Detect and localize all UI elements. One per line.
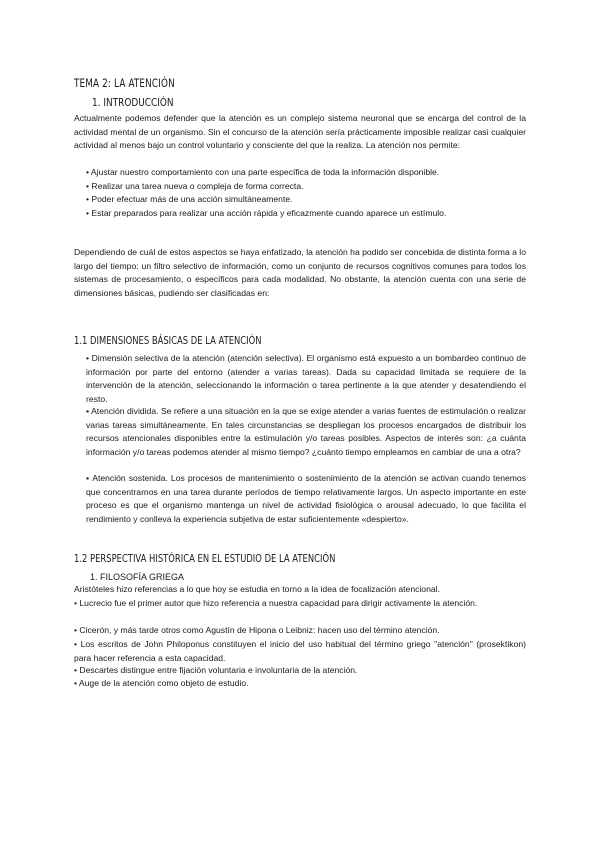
- intro-paragraph-2: Dependiendo de cuál de estos aspectos se haya enfatizado, la atención ha podido ser concebida de distinta forma a lo largo del tiempo: un filtro selectivo de información, como un conjunto de recursos cognitivos comunes para todos los sistemas de procesamiento, o específicos para cada modalidad. No obstante, la atención cuenta con una serie de dimensiones básicas, pudiendo ser clasificadas en:: [74, 247, 526, 298]
- intro-paragraph: Actualmente podemos defender que la atención es un complejo sistema neuronal que se encarga del control de la actividad mental de un organismo. Sin el concurso de la atención sería prácticamente imposible realizar casi cualquier actividad al menos bajo un control voluntario y consciente del que la realiza. La atención nos permite:: [74, 113, 526, 150]
- dimension-item: • Dimensión selectiva de la atención (atención selectiva). El organismo está expuesto a un bombardeo continuo de información por parte del entorno (atender a varias tareas). Dada su capacidad limitada se requiere de la intervención de la atención, seleccionando la información o tarea pertinente a la que atender y desatendiendo el resto.: [86, 353, 526, 404]
- history-line: • Auge de la atención como objeto de estudio.: [74, 678, 249, 688]
- history-line: • Los escritos de John Philoponus constituyen el inicio del uso habitual del término griego "atención" (prosektikon) para hacer referencia a esta capacidad.: [74, 639, 526, 663]
- document-title: TEMA 2: LA ATENCIÓN: [74, 76, 175, 90]
- dimension-item: ▪ Atención dividida. Se refiere a una situación en la que se exige atender a varias fuentes de estimulación o realizar varias tareas simultáneamente. En tales circunstancias se despliegan los procesos encargados de distribuir los recursos atencionales disponibles entre la estimulación y/o tareas posibles. Aspectos de interés son: ¿a cuánta información y/o tareas podemos atender al mismo tiempo? ¿cuánto tiempo empleamos en cambiar de una a otra?: [86, 406, 526, 457]
- intro-bullet: • Realizar una tarea nueva o compleja de forma correcta.: [86, 181, 304, 191]
- section-heading-1-2: 1.2 PERSPECTIVA HISTÓRICA EN EL ESTUDIO DE LA ATENCIÓN: [74, 553, 336, 565]
- history-line: • Cicerón, y más tarde otros como Agustín de Hipona o Leibniz: hacen uso del término atención.: [74, 625, 440, 635]
- subsection-heading: 1. FILOSOFÍA GRIEGA: [90, 572, 185, 582]
- history-line: Aristóteles hizo referencias a lo que hoy se estudia en torno a la idea de focalización atencional.: [74, 584, 440, 594]
- intro-bullet: • Poder efectuar más de una acción simultáneamente.: [86, 194, 293, 204]
- section-heading-1-1: 1.1 DIMENSIONES BÁSICAS DE LA ATENCIÓN: [74, 335, 262, 347]
- dimension-item: ▪ Atención sostenida. Los procesos de mantenimiento o sostenimiento de la atención se activan cuando tenemos que concentrarnos en una tarea durante períodos de tiempo relativamente largos. Un aspecto importante en este proceso es que el organismo mantenga un nivel de actividad fisiológica o arousal adecuado, lo que facilita el rendimiento y conlleva la experiencia subjetiva de estar suficientemente «despierto».: [86, 473, 526, 524]
- history-line: • Lucrecio fue el primer autor que hizo referencia a nuestra capacidad para dirigir activamente la atención.: [74, 598, 478, 608]
- intro-heading: 1. INTRODUCCIÓN: [92, 97, 174, 109]
- history-line: • Descartes distingue entre fijación voluntaria e involuntaria de la atención.: [74, 665, 358, 675]
- intro-bullet: • Ajustar nuestro comportamiento con una parte específica de toda la información disponible.: [86, 167, 440, 177]
- intro-bullet: • Estar preparados para realizar una acción rápida y eficazmente cuando aparece un estímulo.: [86, 208, 447, 218]
